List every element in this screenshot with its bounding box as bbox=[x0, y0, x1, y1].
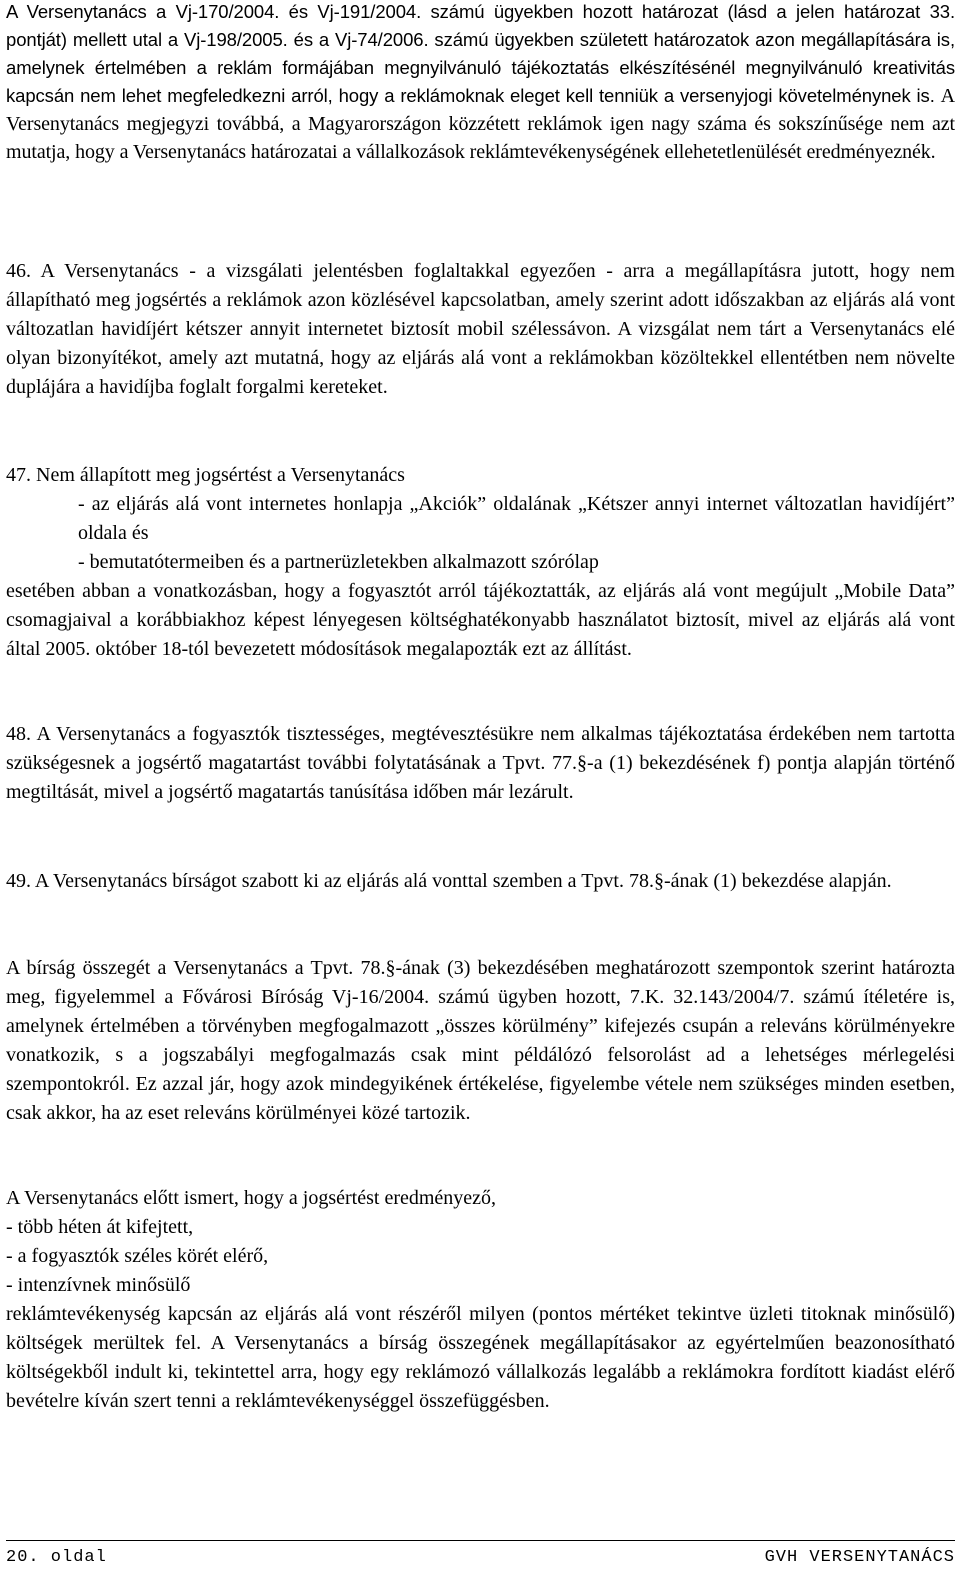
page-number: 20. oldal bbox=[6, 1548, 107, 1567]
paragraph-intro-continued bbox=[6, 0, 955, 166]
paragraph-fine-amount: A bírság összegét a Versenytanács a Tpvt. 78.§-ának (3) bekezdésében meghatározott szempontok szerint határozta meg, figyelemmel a Fővárosi Bíróság Vj-16/2004. számú ügyben hozott, 7.K. 32.143/2004/7. számú ítéletére is, amelynek értelmében a törvényben megfogalmazott „összes körülmény” kifejezés csupán a releváns körülményekre vonatkozik, s a jogszabályi megfogalmazás csak mint példálózó felsorolást ad a lehetséges mérlegelési szempontokról. Ez azzal jár, hogy azok mindegyikének értékelése, figyelembe vétele nem szükséges minden esetben, csak akkor, ha az eset releváns körülményei közé tartozik. bbox=[6, 957, 955, 1124]
paragraph-intro-text: A Versenytanács a Vj-170/2004. és Vj-191/2004. számú ügyekben hozott határozat (lásd a jelen határozat 33. pontját) mellett utal a Vj-198/2005. és a Vj-74/2006. számú ügyekben született határozatok azon megállapítására is, amelynek értelmében a reklám formájában megnyilvánuló tájékoztatás elkészítésénél megnyilvánuló kreativitás kapcsán nem lehet megfeledkezni arról, hogy a reklámoknak eleget kell tenniük a versenyjogi követelménynek is. bbox=[6, 1, 955, 106]
paragraph-47-lead: 47. Nem állapított meg jogsértést a Versenytanács bbox=[6, 464, 405, 486]
paragraph-49: 49. A Versenytanács bírságot szabott ki az eljárás alá vonttal szemben a Tpvt. 78.§-ának (1) bekezdése alapján. bbox=[6, 870, 892, 892]
list-item: - intenzívnek minősülő bbox=[6, 1274, 191, 1296]
list-item: - több héten át kifejtett, bbox=[6, 1216, 194, 1238]
paragraph-fine-costs-lead: A Versenytanács előtt ismert, hogy a jogsértést eredményező, bbox=[6, 1187, 497, 1209]
paragraph-48: 48. A Versenytanács a fogyasztók tisztességes, megtévesztésükre nem alkalmas tájékoztatása érdekében nem tartotta szükségesnek a jogsértő magatartást további folytatásának a Tpvt. 77.§-a (1) bekezdésének f) pontja alapján történő megtiltását, mivel a jogsértő magatartás tanúsítása időben már lezárult. bbox=[6, 723, 955, 803]
footer-organization: GVH VERSENYTANÁCS bbox=[764, 1548, 955, 1567]
page-footer bbox=[6, 1548, 955, 1568]
paragraph-47-item-website: - az eljárás alá vont internetes honlapja „Akciók” oldalának „Kétszer annyi internet változatlan havidíjért” oldala és bbox=[78, 493, 955, 544]
paragraph-47-conclusion: esetében abban a vonatkozásban, hogy a fogyasztót arról tájékoztatták, az eljárás alá vont megújult „Mobile Data” csomagjaival a korábbiakhoz képest lényegesen költséghatékonyabb használatot biztosít, mivel az eljárás alá vont által 2005. október 18-tól bevezetett módosítások megalapozták ezt az állítást. bbox=[6, 580, 955, 660]
paragraph-47-item-leaflet: - bemutatótermeiben és a partnerüzletekben alkalmazott szórólap bbox=[78, 551, 599, 573]
paragraph-46: 46. A Versenytanács - a vizsgálati jelentésben foglaltakkal egyezően - arra a megállapításra jutott, hogy nem állapítható meg jogsértés a reklámok azon közlésével kapcsolatban, amely szerint adott időszakban az eljárás alá vont változatlan havidíjért kétszer annyit internetet biztosít mobil szélessávon. A vizsgálat nem tárt a Versenytanács elé olyan bizonyítékot, amely azt mutatná, hogy az eljárás alá vont a reklámokban közöltekkel ellentétben nem növelte duplájára a havidíjba foglalt forgalmi kereteket. bbox=[6, 260, 955, 398]
paragraph-intro-remark: A Versenytanács megjegyzi továbbá, a Magyarországon közzétett reklámok igen nagy száma és sokszínűsége nem azt mutatja, hogy a Versenytanács határozatai a vállalkozások reklámtevékenységének ellehetetlenülését eredményeznék. bbox=[6, 85, 955, 163]
paragraph-fine-costs-conclusion: reklámtevékenység kapcsán az eljárás alá vont részéről milyen (pontos mértéket tekintve üzleti titoknak minősülő) költségek merültek fel. A Versenytanács a bírság összegének megállapításakor az egyértelműen beazonosítható költségekből indult ki, tekintettel arra, hogy egy reklámozó vállalkozás legalább a reklámokra fordított kiadást elérő bevételre kíván szert tenni a reklámtevékenységgel összefüggésben. bbox=[6, 1303, 955, 1412]
footer-divider bbox=[6, 1540, 955, 1541]
paragraph-47 bbox=[6, 461, 955, 664]
paragraph-fine-costs bbox=[6, 1184, 955, 1416]
list-item: - a fogyasztók széles körét elérő, bbox=[6, 1245, 269, 1267]
